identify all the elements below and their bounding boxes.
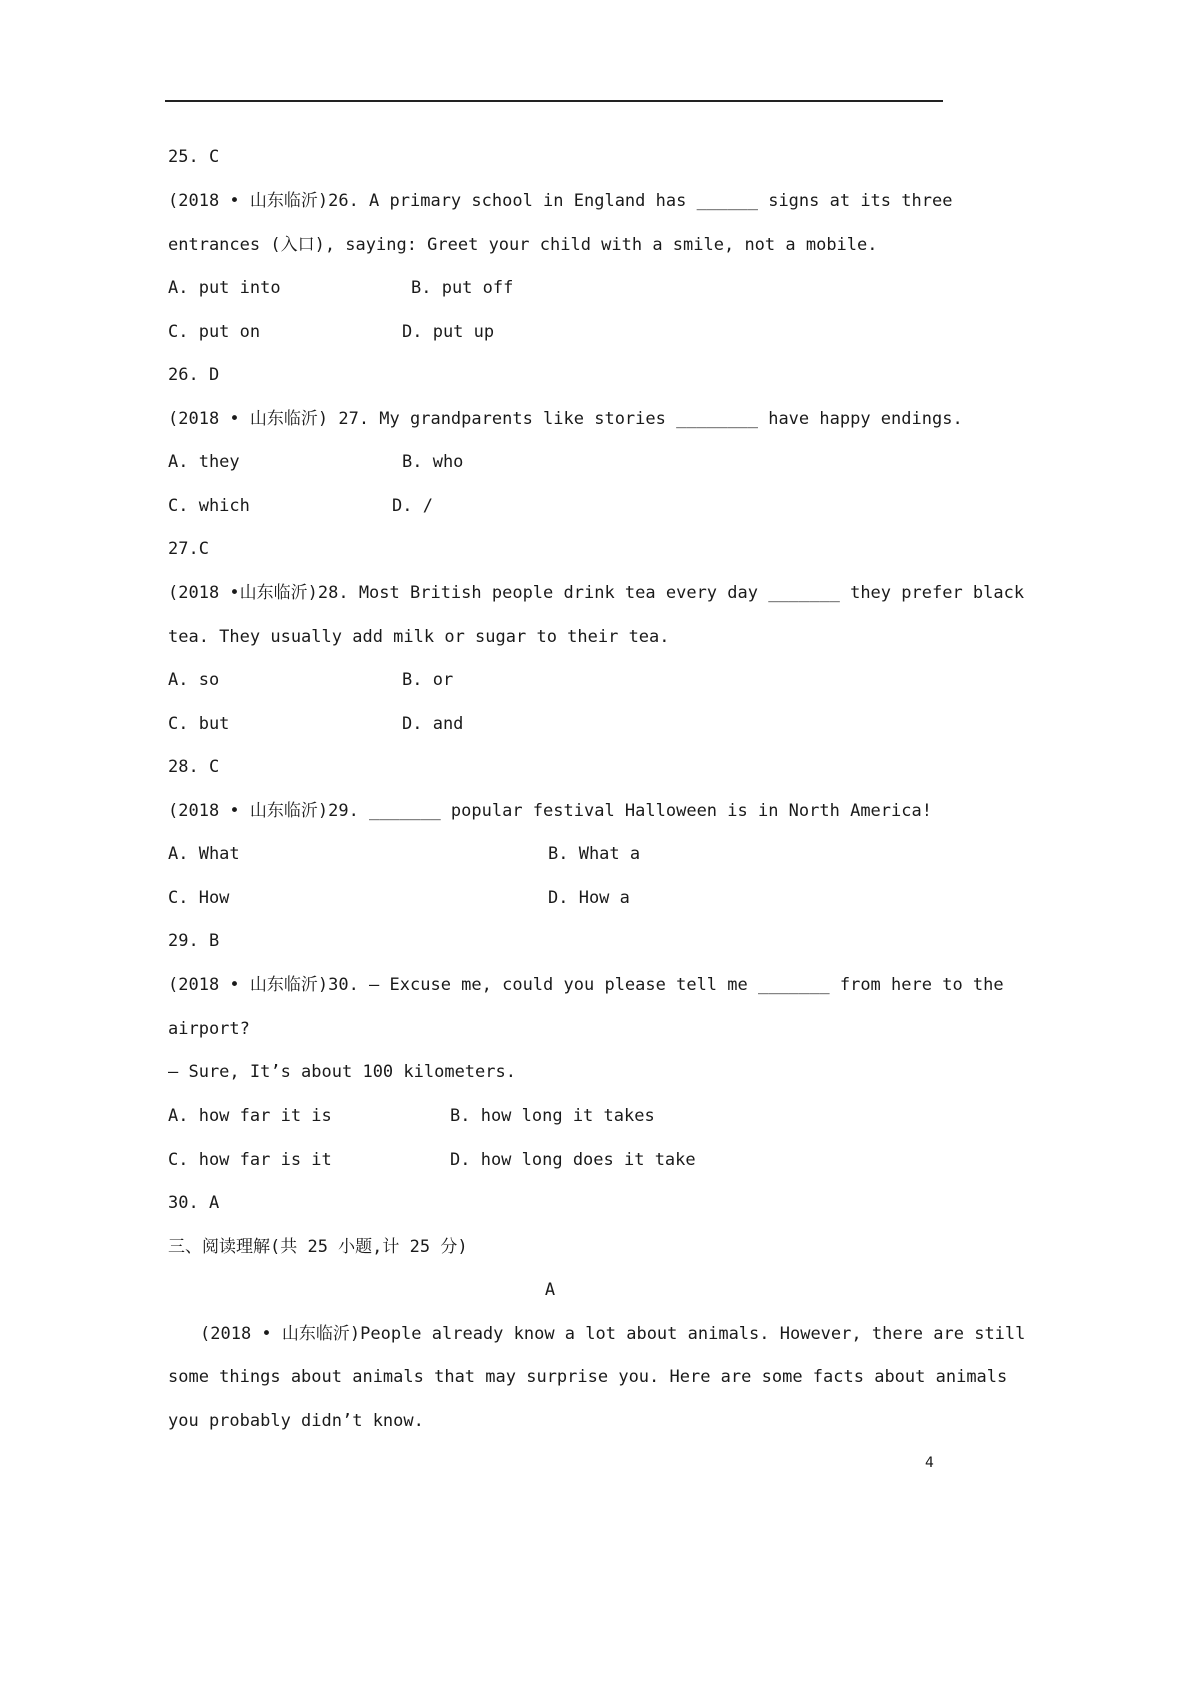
q27-option-c: C. which [168,496,250,516]
header-rule [165,100,943,102]
section-heading: 三、阅读理解(共 25 小题,计 25 分) [168,1237,468,1257]
q30-option-c: C. how far is it [168,1150,332,1170]
q29-option-b: B. What a [548,844,641,864]
q30-option-b: B. how long it takes [450,1106,655,1126]
q27-option-d: D. / [392,496,433,516]
q26-option-a: A. put into [168,278,281,298]
q30-option-d: D. how long does it take [450,1150,696,1170]
answer-27: 27.C [168,539,209,559]
q26-option-b: B. put off [411,278,514,298]
q26-option-d: D. put up [402,322,495,342]
q29-option-d: D. How a [548,888,630,908]
q28-option-a: A. so [168,670,220,690]
answer-30: 30. A [168,1193,220,1213]
passage-line-1: (2018 • 山东临沂)People already know a lot about animals. However, there are still [200,1324,1026,1344]
question-26-cont: entrances (入口), saying: Greet your child with a smile, not a mobile. [168,235,878,255]
q28-option-b: B. or [402,670,454,690]
passage-line-2: some things about animals that may surprise you. Here are some facts about animals [168,1367,1008,1387]
question-30-cont: airport? [168,1019,250,1039]
question-30-reply: — Sure, It’s about 100 kilometers. [168,1062,516,1082]
q27-option-b: B. who [402,452,464,472]
q26-option-c: C. put on [168,322,261,342]
passage-line-3: you probably didn’t know. [168,1411,424,1431]
question-29: (2018 • 山东临沂)29. _______ popular festival Halloween is in North America! [168,801,932,821]
answer-29: 29. B [168,931,220,951]
q27-option-a: A. they [168,452,240,472]
question-28-cont: tea. They usually add milk or sugar to their tea. [168,627,670,647]
question-30: (2018 • 山东临沂)30. — Excuse me, could you please tell me _______ from here to the [168,975,1004,995]
passage-title: A [544,1280,556,1300]
q30-option-a: A. how far it is [168,1106,332,1126]
answer-28: 28. C [168,757,220,777]
answer-25: 25. C [168,147,220,167]
question-27: (2018 • 山东临沂) 27. My grandparents like stories ________ have happy endings. [168,409,963,429]
page-number: 4 [925,1455,934,1471]
q29-option-a: A. What [168,844,240,864]
question-28: (2018 •山东临沂)28. Most British people drink tea every day _______ they prefer black [168,583,1025,603]
answer-26: 26. D [168,365,220,385]
question-26: (2018 • 山东临沂)26. A primary school in England has ______ signs at its three [168,191,953,211]
q29-option-c: C. How [168,888,230,908]
q28-option-c: C. but [168,714,230,734]
q28-option-d: D. and [402,714,464,734]
